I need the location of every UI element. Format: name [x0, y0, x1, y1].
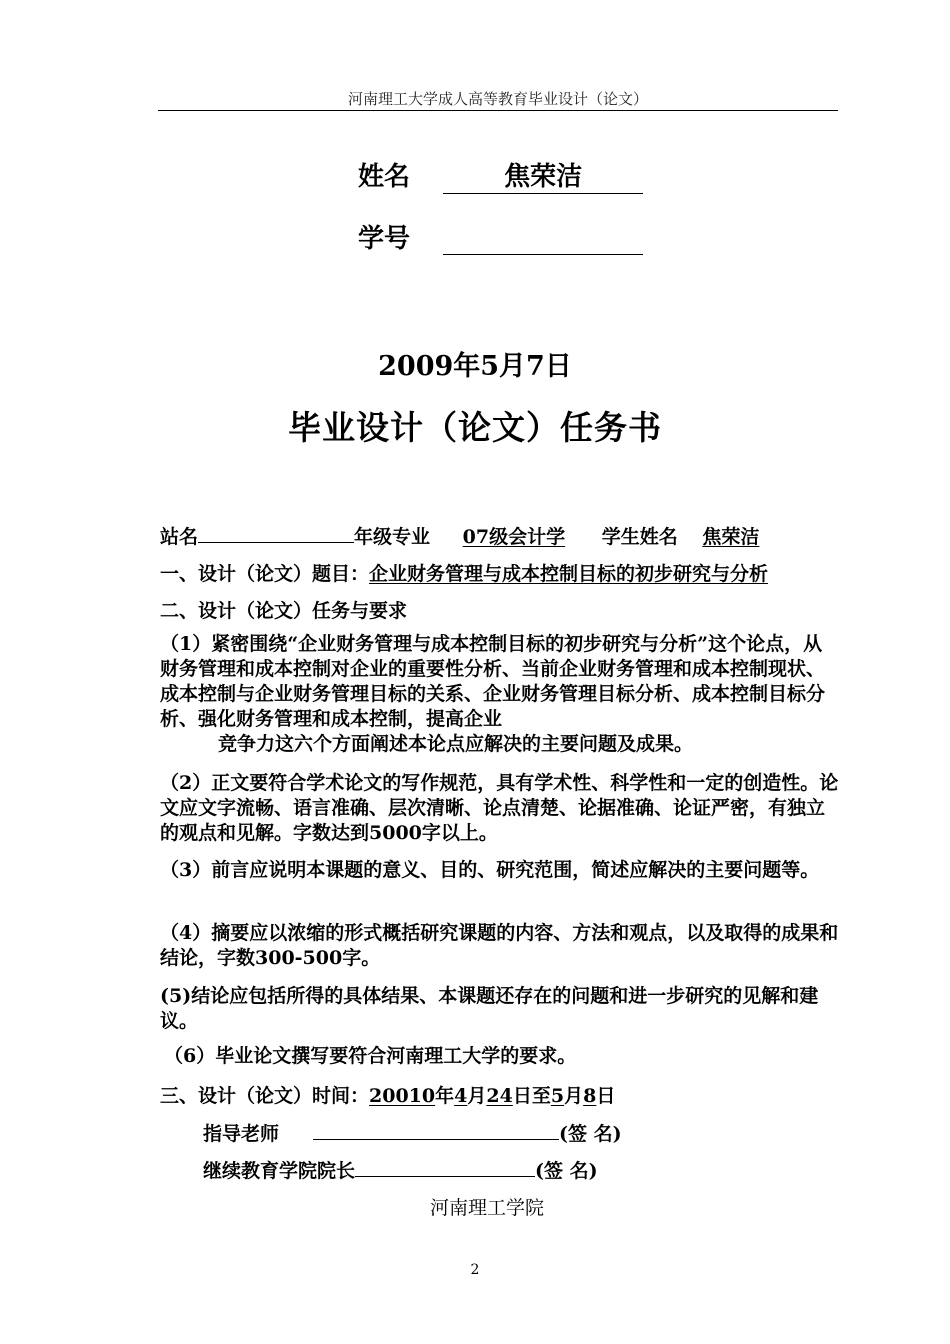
dean-sign-note: (签 名)	[535, 1160, 598, 1182]
header-rule	[158, 110, 838, 111]
dean-signature-row	[203, 1156, 598, 1183]
requirement-5: (5)结论应包括所得的具体结果、本课题还存在的问题和进一步研究的见解和建议。	[160, 985, 819, 1032]
requirement-3: （3）前言应说明本课题的意义、目的、研究范围，简述应解决的主要问题等。	[160, 859, 820, 881]
page-number: 2	[470, 1262, 480, 1278]
station-blank	[198, 524, 354, 543]
id-value	[443, 224, 643, 255]
advisor-sign-note: (签 名)	[559, 1123, 622, 1145]
dean-signature-blank	[355, 1158, 535, 1177]
name-label: 姓名	[358, 162, 411, 192]
name-value: 焦荣洁	[443, 156, 643, 194]
time-day-end: 8	[583, 1085, 597, 1107]
time-day-end-unit: 日	[596, 1085, 616, 1107]
time-day-start-unit: 日至	[512, 1085, 551, 1107]
requirement-4: （4）摘要应以浓缩的形式概括研究课题的内容、方法和观点，以及取得的成果和结论，字数300-500字。	[160, 922, 839, 969]
time-month-start: 4	[454, 1085, 468, 1107]
cover-date: 2009年5月7日	[378, 351, 572, 382]
topic-value: 企业财务管理与成本控制目标的初步研究与分析	[369, 563, 769, 585]
requirement-2: （2）正文要符合学术论文的写作规范，具有学术性、科学性和一定的创造性。论文应文字流畅、语言准确、层次清晰、论点清楚、论据准确、论证严密，有独立的观点和见解。字数达到5000字以上。	[160, 772, 839, 844]
time-month-end-unit: 月	[564, 1085, 584, 1107]
time-month-end: 5	[550, 1085, 565, 1107]
advisor-signature-blank	[313, 1121, 559, 1140]
institution: 河南理工学院	[430, 1197, 545, 1219]
requirement-6: （6）毕业论文撰写要符合河南理工大学的要求。	[164, 1045, 577, 1067]
advisor-label: 指导老师	[203, 1123, 280, 1145]
grade-label: 年级专业	[354, 526, 431, 548]
student-value: 焦荣洁	[702, 526, 760, 548]
time-month-start-unit: 月	[467, 1085, 487, 1107]
requirement-1	[160, 632, 840, 757]
topic-label: 一、设计（论文）题目：	[160, 563, 370, 585]
time-year-unit: 年	[435, 1085, 455, 1107]
grade-value: 07级会计学	[462, 526, 566, 548]
time-line	[160, 1081, 615, 1108]
info-line	[160, 522, 759, 549]
document-title: 毕业设计（论文）任务书	[288, 408, 662, 447]
topic-line	[160, 559, 768, 586]
time-year: 20010	[369, 1085, 436, 1107]
section-2-heading: 二、设计（论文）任务与要求	[160, 600, 408, 622]
advisor-signature-row	[203, 1119, 622, 1146]
cover-name-row	[358, 156, 643, 194]
requirement-1-text: （1）紧密围绕“企业财务管理与成本控制目标的初步研究与分析”这个论点，从财务管理和成本控制对企业的重要性分析、当前企业财务管理和成本控制现状、成本控制与企业财务管理目标的关系、企业财务管理目标分析、成本控制目标分析、强化财务管理和成本控制，提高企业	[160, 633, 826, 730]
cover-id-row	[358, 218, 643, 255]
student-label: 学生姓名	[601, 526, 678, 548]
id-label: 学号	[358, 224, 411, 254]
time-label: 三、设计（论文）时间：	[160, 1085, 370, 1107]
time-day-start: 24	[486, 1085, 513, 1107]
requirement-1-last-line: 竞争力这六个方面阐述本论点应解决的主要问题及成果。	[218, 733, 694, 755]
station-label: 站名	[160, 526, 199, 548]
running-header: 河南理工大学成人高等教育毕业设计（论文）	[347, 90, 648, 108]
dean-label: 继续教育学院院长	[203, 1160, 356, 1182]
